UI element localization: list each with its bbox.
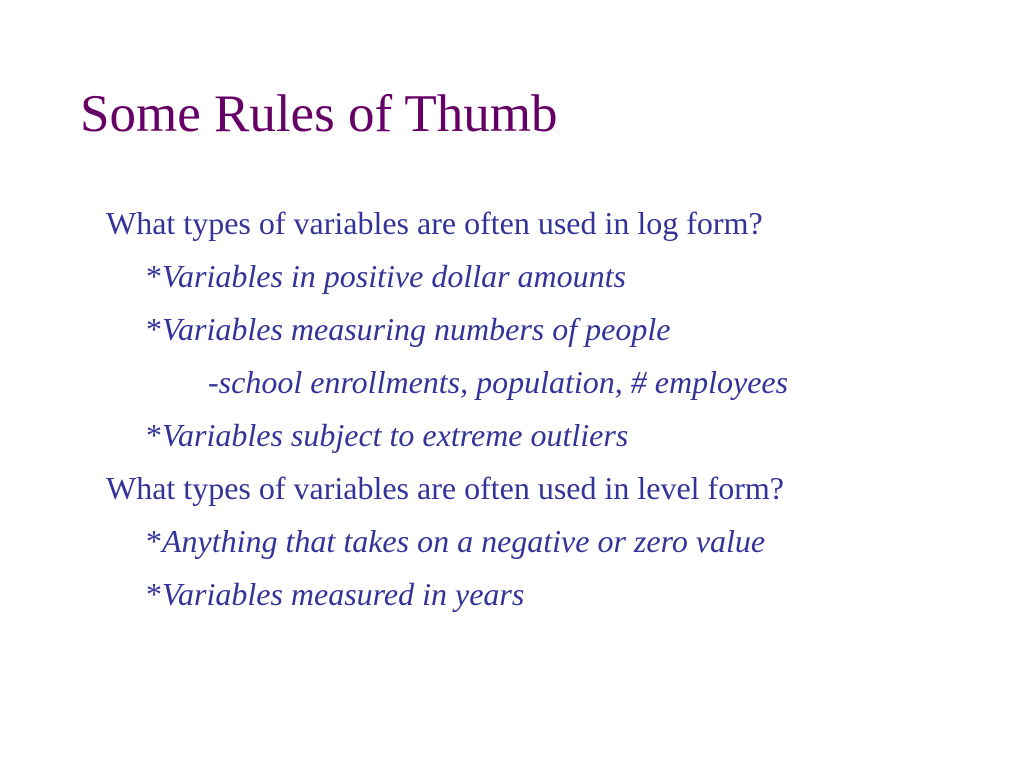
line-text: Variables in positive dollar amounts xyxy=(162,258,626,294)
line-text: What types of variables are often used in log form? xyxy=(106,205,763,241)
bullet-marker: * xyxy=(146,311,162,347)
bullet-marker: * xyxy=(146,523,162,559)
bullet-marker: * xyxy=(146,258,162,294)
line-text: What types of variables are often used in level form? xyxy=(106,470,784,506)
slide-body xyxy=(106,200,1006,624)
sub-bullet-examples xyxy=(106,359,1006,412)
line-text: Anything that takes on a negative or zero value xyxy=(162,523,766,559)
bullet-extreme-outliers xyxy=(106,412,1006,465)
line-text: Variables measuring numbers of people xyxy=(162,311,671,347)
bullet-dollar-amounts xyxy=(106,253,1006,306)
bullet-marker: * xyxy=(146,576,162,612)
question-level-form xyxy=(106,465,1006,518)
slide-title: Some Rules of Thumb xyxy=(80,85,558,143)
bullet-numbers-of-people xyxy=(106,306,1006,359)
line-text: Variables subject to extreme outliers xyxy=(162,417,629,453)
line-text: Variables measured in years xyxy=(162,576,525,612)
bullet-negative-or-zero xyxy=(106,518,1006,571)
bullet-marker: * xyxy=(146,417,162,453)
question-log-form xyxy=(106,200,1006,253)
line-text: -school enrollments, population, # employees xyxy=(208,364,789,400)
bullet-measured-in-years xyxy=(106,571,1006,624)
